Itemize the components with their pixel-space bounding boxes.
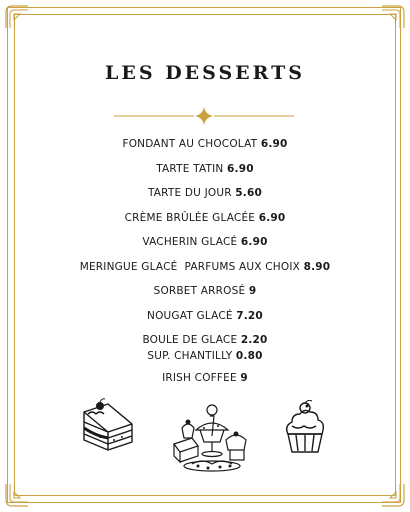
corner-ornament-icon <box>380 4 406 30</box>
title-divider <box>114 106 294 126</box>
corner-ornament-icon <box>380 482 406 508</box>
menu-item: SORBET ARROSÉ 9 <box>153 285 257 297</box>
menu-item: IRISH COFFEE 9 <box>162 372 248 384</box>
menu-item: CRÈME BRÛLÉE GLACÉE 6.90 <box>124 211 286 224</box>
menu-item: NOUGAT GLACÉ 7.20 <box>147 309 263 322</box>
menu-item: TARTE TATIN 6.90 <box>156 162 254 175</box>
menu-item: FONDANT AU CHOCOLAT 6.90 <box>122 138 288 150</box>
diamond-star-icon <box>195 107 213 125</box>
menu-item: TARTE DU JOUR 5.60 <box>147 187 262 199</box>
corner-ornament-icon <box>4 482 30 508</box>
menu-item: MERINGUE GLACÉ PARFUMS AUX CHOIX 8.90 <box>79 260 331 273</box>
dessert-menu-list <box>0 134 410 393</box>
page-title: LES DESSERTS <box>105 62 305 84</box>
slice-of-cake-icon <box>78 398 136 454</box>
menu-item: BOULE DE GLACE 2.20 <box>142 334 268 346</box>
menu-item: SUP. CHANTILLY 0.80 <box>147 350 263 362</box>
cupcake-icon <box>280 400 330 456</box>
dessert-platter-icon <box>168 400 250 476</box>
menu-item: VACHERIN GLACÉ 6.90 <box>142 236 268 248</box>
corner-ornament-icon <box>4 4 30 30</box>
